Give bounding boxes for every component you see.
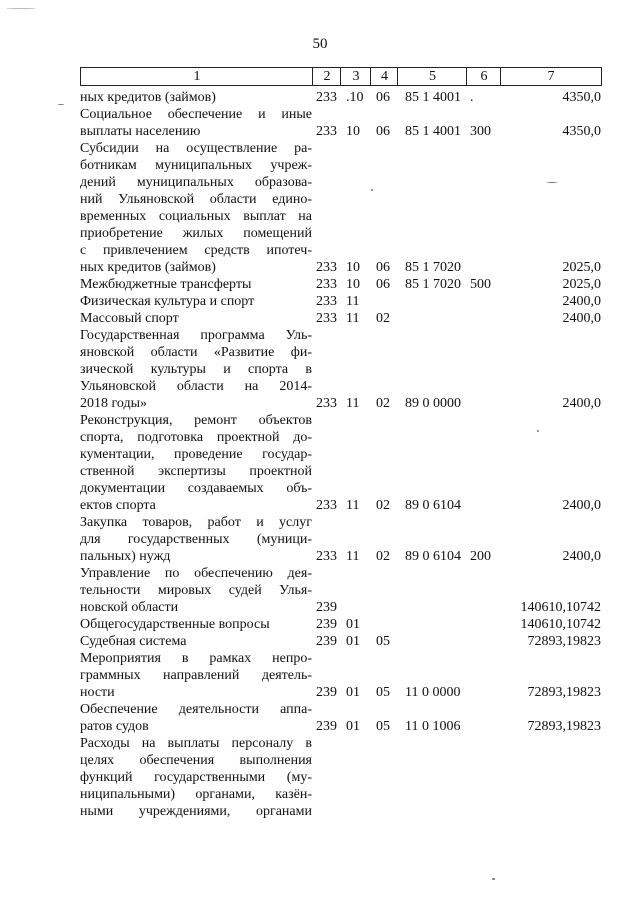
page-number: 50 [312,36,328,52]
row-c4: 05 [376,685,390,700]
row-c7: 2025,0 [562,260,601,275]
row-name-line: пальных) нужд [80,549,171,564]
row-c2: 233 [316,90,337,105]
row-name-line: Социальное обеспечение и иные [80,107,312,122]
row-c3: 10 [346,260,360,275]
row-c5: 11 0 1006 [405,719,461,734]
row-c5: 89 0 0000 [405,396,461,411]
row-c4: 05 [376,719,390,734]
row-name [80,412,312,514]
row-c3: 11 [346,498,360,513]
row-name-line: функций государственными (му- [80,770,312,785]
row-c7: 2400,0 [562,549,601,564]
row-name-line: ботникам муниципальных учреж- [80,158,312,173]
row-c6: . [470,90,474,105]
table-row [0,412,640,514]
row-c4: 06 [376,90,390,105]
row-c5: 11 0 0000 [405,685,461,700]
row-name [80,89,312,106]
header-col-1: 1 [80,67,313,86]
row-c2: 233 [316,260,337,275]
table-row [0,89,640,106]
row-c3: 01 [346,634,360,649]
table-body [0,89,640,820]
row-c5: 89 0 6104 [405,549,461,564]
table-row [0,650,640,701]
row-c5: 85 1 7020 [405,260,461,275]
row-name [80,633,312,650]
row-name-line: Судебная система [80,634,187,649]
row-name [80,650,312,701]
row-name-line: Общегосударственные вопросы [80,617,270,632]
row-c7: 72893,19823 [527,634,601,649]
row-name [80,735,312,820]
row-name [80,276,312,293]
header-col-2: 2 [312,67,341,86]
row-name-line: новской области [80,600,179,615]
row-c7: 4350,0 [562,90,601,105]
row-c6: 200 [470,549,491,564]
row-c7: 72893,19823 [527,685,601,700]
row-name-line: Реконструкция, ремонт объектов [80,413,312,428]
row-name-line: спорта, подготовка проектной до- [80,430,312,445]
table-row [0,735,640,820]
row-c3: 01 [346,719,360,734]
row-c2: 239 [316,600,337,615]
row-name [80,106,312,140]
row-name-line: Физическая культура и спорт [80,294,255,309]
row-c4: 02 [376,396,390,411]
row-name-line: ратов судов [80,719,149,734]
row-name-line: Расходы на выплаты персоналу в [80,736,312,751]
row-name-line: тельности мировых судей Улья- [80,583,312,598]
row-name-line: Массовый спорт [80,311,179,326]
row-name-line: ности [80,685,115,700]
row-c7: 2400,0 [562,396,601,411]
table-row [0,633,640,650]
row-c2: 233 [316,311,337,326]
row-c5: 85 1 4001 [405,124,461,139]
row-c4: 05 [376,634,390,649]
header-col-7: 7 [500,67,602,86]
row-c3: 11 [346,396,360,411]
row-name-line: граммных направлений деятель- [80,668,312,683]
row-name-line: временных социальных выплат на [80,209,312,224]
row-c5: 85 1 7020 [405,277,461,292]
row-c7: 72893,19823 [527,719,601,734]
row-c3: 01 [346,685,360,700]
row-name-line: Субсидии на осуществление ра- [80,141,312,156]
row-c5: 89 0 6104 [405,498,461,513]
row-c3: 10 [346,124,360,139]
row-c7: 2400,0 [562,498,601,513]
row-name-line: документации создаваемых объ- [80,481,312,496]
row-name-line: яновской области «Развитие фи- [80,345,312,360]
row-c2: 239 [316,617,337,632]
table-row [0,701,640,735]
row-name [80,310,312,327]
row-name-line: ственной экспертизы проектной [80,464,312,479]
row-c4: 02 [376,498,390,513]
row-c7: 2400,0 [562,294,601,309]
row-name [80,514,312,565]
row-name-line: для государственных (муници- [80,532,312,547]
row-c2: 233 [316,294,337,309]
row-c3: 11 [346,311,360,326]
row-name-line: целях обеспечения выполнения [80,753,312,768]
row-c4: 06 [376,260,390,275]
row-name-line: выплаты населению [80,124,201,139]
row-c2: 233 [316,498,337,513]
row-c4: 02 [376,311,390,326]
table-row [0,310,640,327]
row-name-line: ными учреждениями, органами [80,804,312,819]
row-c2: 233 [316,549,337,564]
row-c4: 02 [376,549,390,564]
table-row [0,293,640,310]
row-name-line: Государственная программа Уль- [80,328,312,343]
header-col-4: 4 [370,67,398,86]
row-name-line: приобретение жилых помещений [80,226,312,241]
row-name-line: зической культуры и спорта в [80,362,312,377]
header-col-6: 6 [466,67,501,86]
row-name-line: Ульяновской области на 2014- [80,379,312,394]
table-row [0,514,640,565]
row-c7: 4350,0 [562,124,601,139]
row-name [80,140,312,276]
row-c4: 06 [376,277,390,292]
table-row [0,565,640,616]
row-name-line: Управление по обеспечению дея- [80,566,312,581]
row-name [80,293,312,310]
table-row [0,140,640,276]
row-name [80,616,312,633]
row-c3: 01 [346,617,360,632]
row-c7: 140610,10742 [520,600,601,615]
row-name-line: дений муниципальных образова- [80,175,312,190]
row-name-line: ниципальными) органами, казён- [80,787,312,802]
row-name-line: ний Ульяновской области едино- [80,192,312,207]
row-c6: 300 [470,124,491,139]
row-c7: 2025,0 [562,277,601,292]
row-name [80,565,312,616]
row-c4: 06 [376,124,390,139]
row-c7: 140610,10742 [520,617,601,632]
row-c7: 2400,0 [562,311,601,326]
table-row [0,106,640,140]
table-row [0,616,640,633]
row-name-line: Мероприятия в рамках непро- [80,651,312,666]
row-c2: 233 [316,277,337,292]
header-col-5: 5 [397,67,467,86]
row-c2: 239 [316,634,337,649]
header-col-3: 3 [340,67,371,86]
row-c2: 239 [316,719,337,734]
row-name-line: Закупка товаров, работ и услуг [80,515,312,530]
table-row [0,327,640,412]
row-c2: 239 [316,685,337,700]
row-name-line: ных кредитов (займов) [80,260,216,275]
row-c5: 85 1 4001 [405,90,461,105]
row-c3: 10 [346,277,360,292]
row-name-line: 2018 годы» [80,396,148,411]
row-c2: 233 [316,124,337,139]
row-name [80,327,312,412]
row-name [80,701,312,735]
row-name-line: Межбюджетные трансферты [80,277,252,292]
row-c2: 233 [316,396,337,411]
row-c3: .10 [346,90,364,105]
row-name-line: ектов спорта [80,498,156,513]
row-c6: 500 [470,277,491,292]
row-name-line: ных кредитов (займов) [80,90,216,105]
row-name-line: Обеспечение деятельности аппа- [80,702,312,717]
row-c3: 11 [346,294,360,309]
row-c3: 11 [346,549,360,564]
row-name-line: кументации, проведение государ- [80,447,312,462]
row-name-line: с привлечением средств ипотеч- [80,243,312,258]
table-row [0,276,640,293]
